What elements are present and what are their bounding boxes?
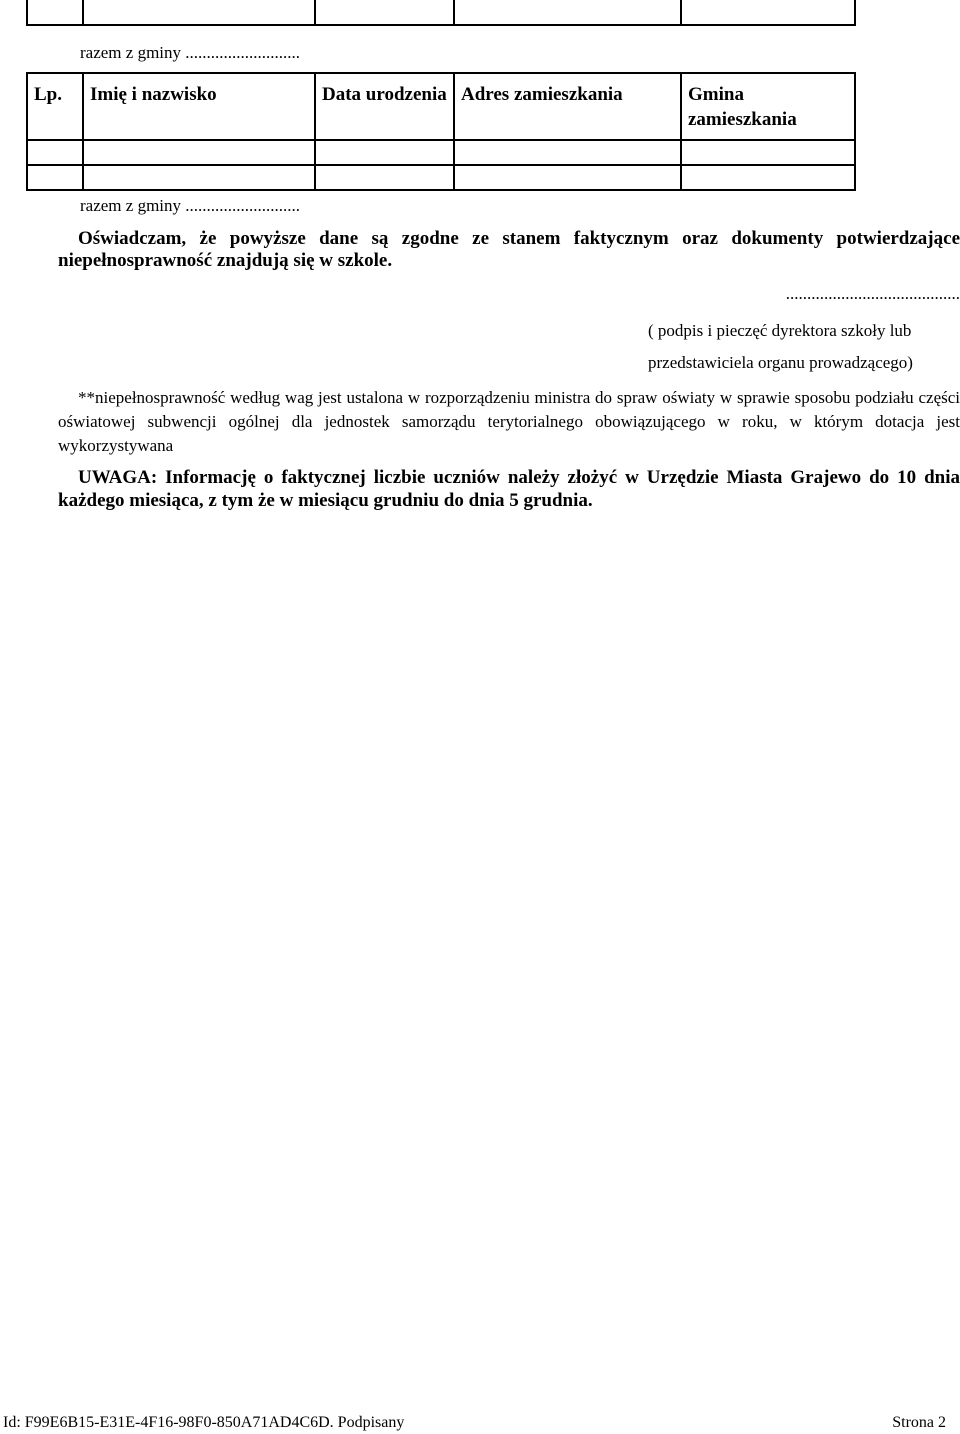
summary-label: razem z gminy ........................... bbox=[80, 43, 301, 62]
table-cell bbox=[315, 0, 454, 25]
table-row bbox=[27, 165, 855, 190]
statement-text bbox=[58, 228, 960, 272]
table-cell bbox=[454, 165, 681, 190]
header-commune: Gmina zamieszkania bbox=[681, 73, 855, 140]
table-cell bbox=[27, 0, 83, 25]
top-table bbox=[26, 0, 856, 26]
table-cell bbox=[83, 165, 315, 190]
footnote bbox=[58, 386, 960, 458]
header-address: Adres zamieszkania bbox=[454, 73, 681, 140]
signature-caption-line-2: przedstawiciela organu prowadzącego) bbox=[648, 353, 913, 372]
header-name: Imię i nazwisko bbox=[83, 73, 315, 140]
document-id: Id: F99E6B15-E31E-4F16-98F0-850A71AD4C6D. Podpisany bbox=[3, 1414, 405, 1431]
table-cell bbox=[454, 140, 681, 165]
signature-caption-line-1: ( podpis i pieczęć dyrektora szkoły lub bbox=[648, 321, 912, 340]
header-birth-date: Data urodzenia bbox=[315, 73, 454, 140]
footnote-text: **niepełnosprawność według wag jest ustalona w rozporządzeniu ministra do spraw oświaty w sprawie sposobu podziału części oświatowej subwencji ogólnej dla jednostek samorządu terytorialnego obowiązującego w roku, w którym dotacja jest wykorzystywana bbox=[58, 388, 960, 455]
signature-line: ......................................... bbox=[785, 284, 960, 303]
table-cell bbox=[315, 140, 454, 165]
table-cell bbox=[83, 0, 315, 25]
page-number: Strona 2 bbox=[892, 1414, 946, 1431]
table-cell bbox=[27, 140, 83, 165]
summary-label: razem z gminy ........................... bbox=[80, 196, 301, 215]
table-cell bbox=[681, 0, 855, 25]
notice bbox=[58, 466, 960, 512]
table-row bbox=[27, 140, 855, 165]
statement-body: Oświadczam, że powyższe dane są zgodne ze stanem faktycznym oraz dokumenty potwierdzające niepełnosprawność znajdują się w szkole. bbox=[58, 228, 960, 271]
table-cell bbox=[315, 165, 454, 190]
table-cell bbox=[681, 165, 855, 190]
header-lp: Lp. bbox=[27, 73, 83, 140]
table-cell bbox=[454, 0, 681, 25]
table-cell bbox=[83, 140, 315, 165]
notice-text: UWAGA: Informację o faktycznej liczbie uczniów należy złożyć w Urzędzie Miasta Grajewo do 10 dnia każdego miesiąca, z tym że w miesiącu grudniu do dnia 5 grudnia. bbox=[58, 467, 960, 511]
table-header-row bbox=[27, 73, 855, 140]
table-row bbox=[27, 0, 855, 25]
table-cell bbox=[681, 140, 855, 165]
pupils-table bbox=[26, 72, 856, 191]
table-cell bbox=[27, 165, 83, 190]
